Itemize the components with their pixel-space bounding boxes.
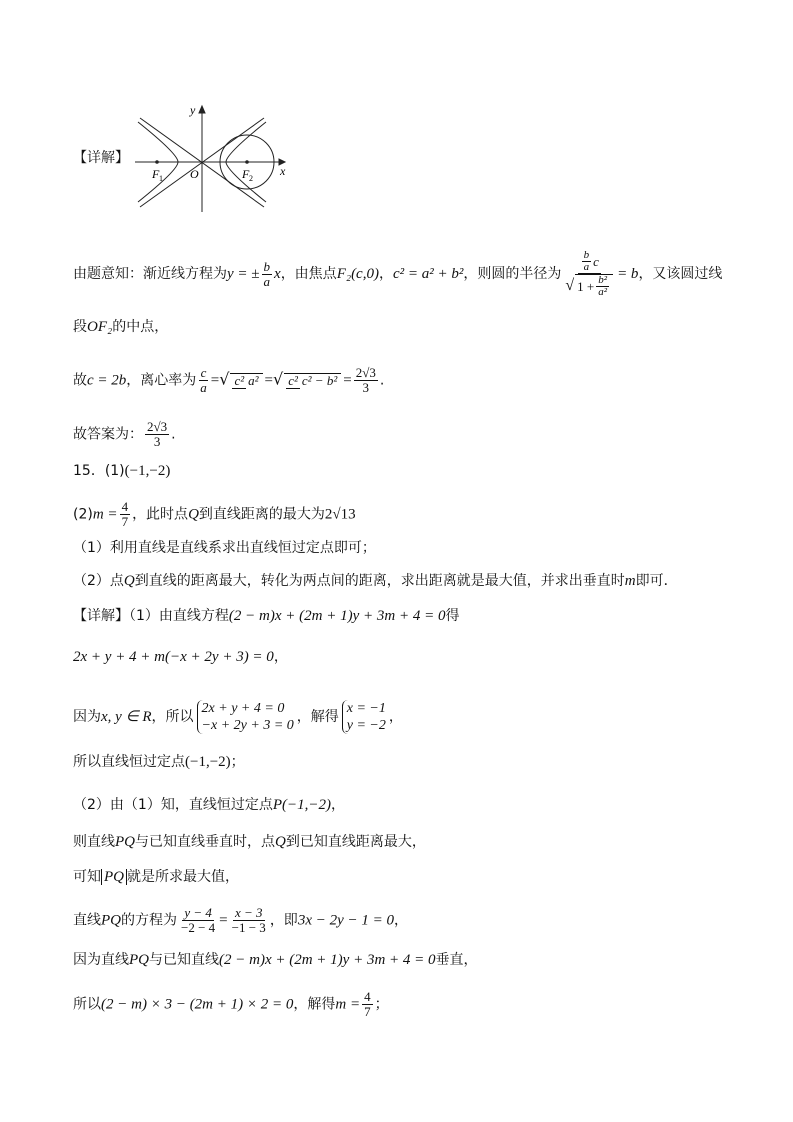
line-3: 故c = 2b，离心率为 $\frac{c}{a}$ =√ c² a² =√ c² c² − b² = $\frac{2√3}{3}$ . [73, 365, 385, 395]
line-5: 15．(1)(−1,−2) [73, 463, 171, 479]
y-label: y [190, 103, 196, 117]
f1-sub: 1 [159, 174, 163, 183]
focus-f2-dot [245, 160, 249, 164]
line-1: 由题意知：渐近线方程为y = ± $\frac{b}{a}$ x，由焦点F₂(c,0)，c² = a² + b²，则圆的半径为 $\frac{b}{a}$ c √ 1 + $\frac{\text{b²}}{\text{a²}}$ = b，又该圆过线 [73, 249, 723, 298]
system-of-equations: 2x + y + 4 = 0 −x + 2y + 3 = 0 [197, 700, 294, 734]
focus-f1-dot [155, 160, 159, 164]
line-10: 2x + y + 4 + m(−x + 2y + 3) = 0， [73, 649, 288, 665]
line-6: (2)m = $\frac{4}{7}$ ，此时点Q到直线距离的最大为2√13 [73, 499, 356, 529]
line-15: 可知 PQ 就是所求最大值， [73, 869, 239, 885]
line-18: 所以(2 − m) × 3 − (2m + 1) × 2 = 0，解得m = $\frac{4}{7}$ ； [73, 989, 389, 1019]
f2-label: F [242, 167, 250, 181]
x-label: x [280, 164, 286, 178]
line-17: 因为直线PQ与已知直线(2 − m)x + (2m + 1)y + 3m + 4 = 0垂直， [73, 952, 478, 968]
detail-label: 【详解】 [73, 150, 129, 166]
f1-label: F [152, 167, 160, 181]
line-4: 故答案为： $\frac{2√3}{3}$ . [73, 419, 176, 449]
line-11: 因为x, y ∈ R，所以 2x + y + 4 = 0 −x + 2y + 3 = 0 ，解得 x = −1 y = −2 ， [73, 701, 403, 733]
hyperbola-figure [130, 100, 300, 215]
line-12: 所以直线恒过定点(−1,−2)； [73, 754, 245, 770]
line-8: （2）点Q到直线的距离最大，转化为两点间的距离，求出距离就是最大值，并求出垂直时m即可． [73, 573, 678, 589]
line-13: （2）由（1）知，直线恒过定点P(−1,−2)， [73, 797, 345, 813]
f2-sub: 2 [249, 174, 253, 183]
y-axis-arrow [199, 106, 205, 113]
fraction-b-a: $\frac{b}{a}$ [263, 258, 271, 289]
radius-fraction: $\frac{b}{a}$ c √ 1 + $\frac{\text{b²}}{\text{a²}}$ [563, 250, 615, 298]
line-14: 则直线PQ与已知直线垂直时，点Q到已知直线距离最大， [73, 834, 426, 850]
line-16: 直线PQ的方程为 $\frac{y - 4}{-2 - 4}$ = $\frac{x - 3}{-1 - 3}$ ，即3x − 2y − 1 = 0， [73, 905, 408, 935]
solution-system: x = −1 y = −2 [342, 700, 386, 734]
origin-label: O [190, 167, 199, 181]
line-9: 【详解】（1）由直线方程(2 − m)x + (2m + 1)y + 3m + 4 = 0得 [73, 608, 460, 624]
line-7: （1）利用直线是直线系求出直线恒过定点即可； [73, 540, 376, 556]
line-2: 段OF₂的中点， [73, 319, 169, 335]
